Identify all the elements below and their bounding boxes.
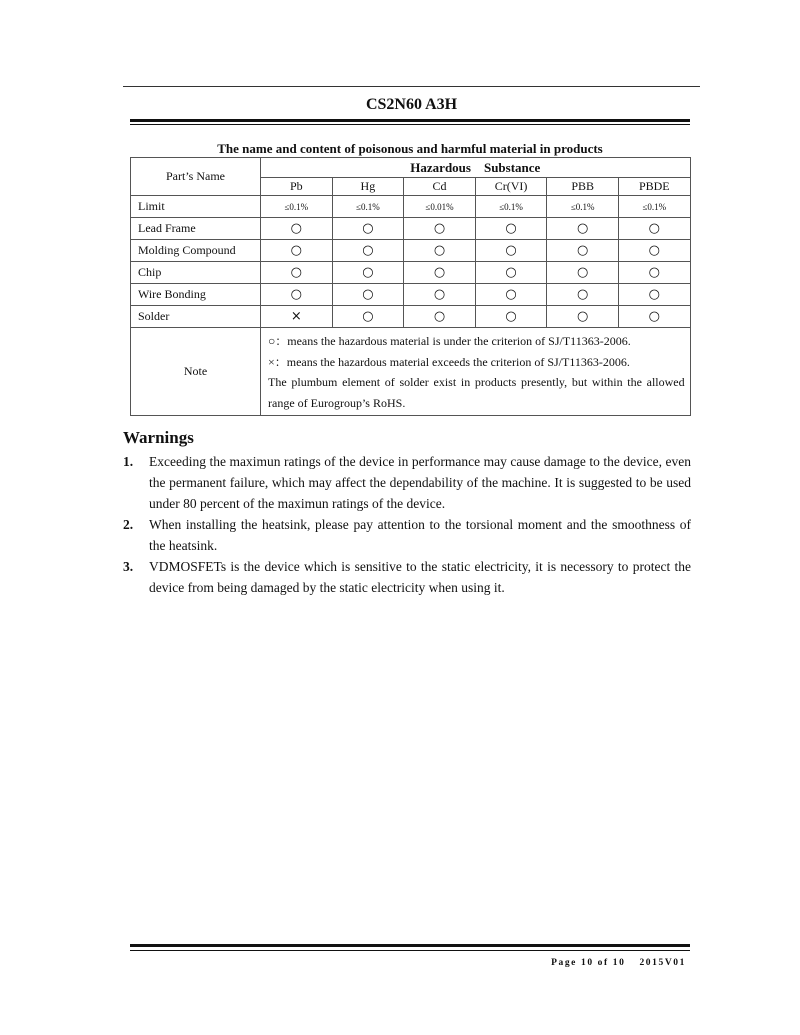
- limit-value: ≤0.01%: [404, 196, 476, 218]
- hazardous-substance-header-text: Hazardous Substance: [410, 159, 541, 175]
- header-rule: [123, 86, 700, 87]
- substance-mark: ○: [547, 262, 619, 284]
- substance-mark: ○: [618, 262, 690, 284]
- limit-value: ≤0.1%: [332, 196, 404, 218]
- substance-mark: ○: [547, 240, 619, 262]
- column-header-cd: Cd: [404, 178, 476, 196]
- page-number: Page 10 of 10: [551, 958, 626, 968]
- title-rule-thin: [130, 124, 690, 125]
- substance-mark: ○: [332, 306, 404, 328]
- limit-row: [131, 196, 691, 218]
- table-row: [131, 306, 691, 328]
- limit-value: ≤0.1%: [475, 196, 547, 218]
- column-header-pbde: PBDE: [618, 178, 690, 196]
- substance-mark: ○: [332, 240, 404, 262]
- part-name: Solder: [131, 306, 261, 328]
- substance-mark: ○: [261, 284, 333, 306]
- substance-mark: ○: [475, 240, 547, 262]
- note-line: ○：means the hazardous material is under the criterion of SJ/T11363-2006.: [268, 334, 631, 348]
- substance-mark: ○: [475, 284, 547, 306]
- substance-mark: ○: [475, 218, 547, 240]
- page-footer: [130, 958, 686, 968]
- title-rule-thick: [130, 119, 690, 122]
- warnings-list: [123, 451, 691, 598]
- limit-value: ≤0.1%: [261, 196, 333, 218]
- hazardous-substance-table: [130, 157, 691, 416]
- part-name-header: Part’s Name: [131, 158, 261, 196]
- part-name: Wire Bonding: [131, 284, 261, 306]
- substance-mark: ×: [261, 306, 333, 328]
- note-content: [261, 328, 691, 416]
- substance-mark: ○: [618, 306, 690, 328]
- table-row: [131, 262, 691, 284]
- document-title: CS2N60 A3H: [365, 96, 458, 113]
- substance-mark: ○: [261, 262, 333, 284]
- substance-mark: ○: [332, 284, 404, 306]
- note-row: [131, 328, 691, 416]
- column-header-hg: Hg: [332, 178, 404, 196]
- list-item: [123, 556, 691, 598]
- table-row: [131, 240, 691, 262]
- substance-mark: ○: [332, 262, 404, 284]
- substance-mark: ○: [261, 218, 333, 240]
- table-row: [131, 284, 691, 306]
- substance-mark: ○: [547, 284, 619, 306]
- column-header-crvi: Cr(VI): [475, 178, 547, 196]
- list-item-text: When installing the heatsink, please pay attention to the torsional moment and the smoothness of the heatsink.: [149, 517, 691, 553]
- limit-value: ≤0.1%: [547, 196, 619, 218]
- column-header-pbb: PBB: [547, 178, 619, 196]
- document-version: 2015V01: [639, 958, 686, 968]
- substance-mark: ○: [618, 284, 690, 306]
- hazardous-substance-header: [261, 158, 691, 178]
- note-label: Note: [131, 328, 261, 416]
- substance-mark: ○: [475, 306, 547, 328]
- note-line: The plumbum element of solder exist in products presently, but within the allowed range of Eurogroup’s RoHS.: [268, 375, 685, 410]
- list-item-number: 3.: [123, 559, 134, 574]
- table-row: [131, 218, 691, 240]
- substance-mark: ○: [261, 240, 333, 262]
- substance-mark: ○: [404, 218, 476, 240]
- substance-mark: ○: [332, 218, 404, 240]
- substance-mark: ○: [404, 262, 476, 284]
- column-header-pb: Pb: [261, 178, 333, 196]
- substance-mark: ○: [618, 218, 690, 240]
- warnings-heading: Warnings: [123, 428, 194, 447]
- limit-label: Limit: [131, 196, 261, 218]
- part-name: Lead Frame: [131, 218, 261, 240]
- substance-mark: ○: [547, 306, 619, 328]
- substance-mark: ○: [404, 284, 476, 306]
- substance-mark: ○: [404, 240, 476, 262]
- limit-value: ≤0.1%: [618, 196, 690, 218]
- list-item: [123, 451, 691, 514]
- substance-mark: ○: [404, 306, 476, 328]
- footer-rule-thick: [130, 944, 690, 947]
- substance-mark: ○: [547, 218, 619, 240]
- footer-rule-thin: [130, 950, 690, 951]
- substance-mark: ○: [475, 262, 547, 284]
- list-item-text: Exceeding the maximun ratings of the device in performance may cause damage to the device, even the permanent failure, which may affect the dependability of the machine. It is suggested to be used under 80 percent of the maximun ratings of the device.: [149, 454, 691, 511]
- substance-mark: ○: [618, 240, 690, 262]
- list-item: [123, 514, 691, 556]
- part-name: Molding Compound: [131, 240, 261, 262]
- note-line: ×：means the hazardous material exceeds the criterion of SJ/T11363-2006.: [268, 354, 630, 369]
- table-caption: The name and content of poisonous and harmful material in products: [217, 141, 603, 156]
- list-item-number: 1.: [123, 454, 134, 469]
- list-item-text: VDMOSFETs is the device which is sensitive to the static electricity, it is necessory to protect the device from being damaged by the static electricity when using it.: [149, 559, 691, 595]
- part-name: Chip: [131, 262, 261, 284]
- list-item-number: 2.: [123, 517, 134, 532]
